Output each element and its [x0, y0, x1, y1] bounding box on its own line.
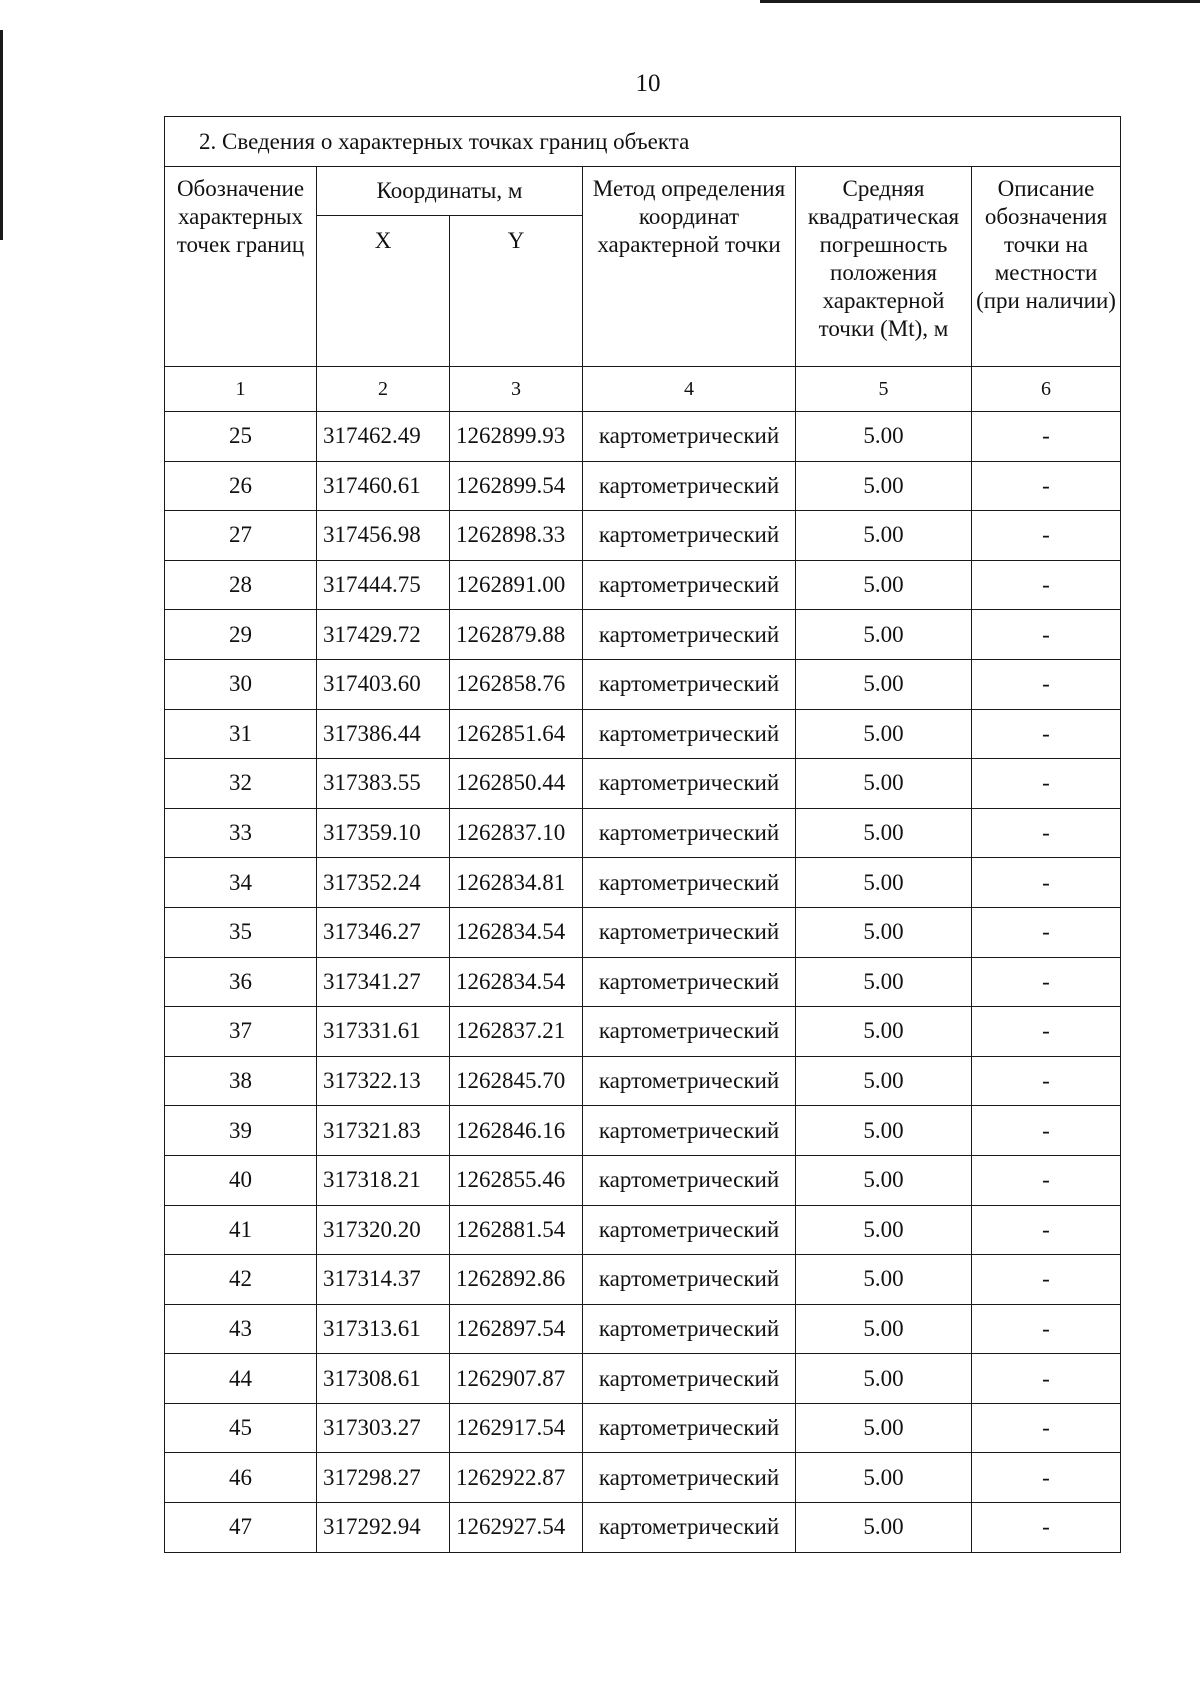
header-accuracy: Средняя квадратическая погрешность положения характерной точки (Mt), м	[796, 167, 972, 367]
cell-point: 28	[165, 560, 317, 610]
cell-x: 317298.27	[317, 1453, 450, 1503]
table-row	[165, 1304, 1121, 1354]
cell-description: -	[972, 1205, 1121, 1255]
cell-y: 1262899.93	[450, 412, 583, 462]
cell-point: 27	[165, 511, 317, 561]
column-number: 3	[450, 367, 583, 412]
column-number: 6	[972, 367, 1121, 412]
section-title-row	[165, 117, 1121, 167]
cell-method: картометрический	[583, 808, 796, 858]
table-row	[165, 610, 1121, 660]
cell-point: 29	[165, 610, 317, 660]
cell-description: -	[972, 1304, 1121, 1354]
cell-point: 39	[165, 1106, 317, 1156]
cell-method: картометрический	[583, 907, 796, 957]
page-number: 10	[635, 70, 661, 97]
cell-y: 1262898.33	[450, 511, 583, 561]
cell-point: 47	[165, 1503, 317, 1553]
cell-description: -	[972, 511, 1121, 561]
table-row	[165, 461, 1121, 511]
cell-x: 317321.83	[317, 1106, 450, 1156]
cell-y: 1262858.76	[450, 659, 583, 709]
cell-method: картометрический	[583, 461, 796, 511]
table-row	[165, 1155, 1121, 1205]
cell-point: 32	[165, 759, 317, 809]
cell-accuracy: 5.00	[796, 907, 972, 957]
cell-description: -	[972, 1056, 1121, 1106]
cell-x: 317462.49	[317, 412, 450, 462]
cell-accuracy: 5.00	[796, 1354, 972, 1404]
cell-description: -	[972, 858, 1121, 908]
cell-y: 1262850.44	[450, 759, 583, 809]
header-method: Метод определения координат характерной точки	[583, 167, 796, 367]
header-y: Y	[450, 216, 583, 367]
table-row	[165, 1106, 1121, 1156]
cell-accuracy: 5.00	[796, 1056, 972, 1106]
cell-x: 317352.24	[317, 858, 450, 908]
cell-description: -	[972, 1255, 1121, 1305]
cell-x: 317320.20	[317, 1205, 450, 1255]
cell-method: картометрический	[583, 957, 796, 1007]
cell-point: 40	[165, 1155, 317, 1205]
table-row	[165, 560, 1121, 610]
column-number: 2	[317, 367, 450, 412]
cell-description: -	[972, 1007, 1121, 1057]
cell-method: картометрический	[583, 1453, 796, 1503]
header-row-1	[165, 167, 1121, 216]
cell-description: -	[972, 1354, 1121, 1404]
cell-x: 317308.61	[317, 1354, 450, 1404]
cell-method: картометрический	[583, 1255, 796, 1305]
cell-y: 1262851.64	[450, 709, 583, 759]
cell-y: 1262879.88	[450, 610, 583, 660]
column-number: 4	[583, 367, 796, 412]
cell-accuracy: 5.00	[796, 1255, 972, 1305]
cell-method: картометрический	[583, 709, 796, 759]
table-body	[165, 117, 1121, 1553]
cell-point: 41	[165, 1205, 317, 1255]
cell-x: 317303.27	[317, 1403, 450, 1453]
cell-y: 1262922.87	[450, 1453, 583, 1503]
table-row	[165, 907, 1121, 957]
cell-x: 317331.61	[317, 1007, 450, 1057]
cell-x: 317456.98	[317, 511, 450, 561]
table-row	[165, 808, 1121, 858]
cell-x: 317460.61	[317, 461, 450, 511]
cell-y: 1262881.54	[450, 1205, 583, 1255]
cell-accuracy: 5.00	[796, 709, 972, 759]
cell-y: 1262907.87	[450, 1354, 583, 1404]
cell-method: картометрический	[583, 858, 796, 908]
cell-y: 1262846.16	[450, 1106, 583, 1156]
cell-accuracy: 5.00	[796, 511, 972, 561]
cell-accuracy: 5.00	[796, 560, 972, 610]
cell-description: -	[972, 610, 1121, 660]
cell-x: 317346.27	[317, 907, 450, 957]
table-row	[165, 1403, 1121, 1453]
table-row	[165, 511, 1121, 561]
column-number: 1	[165, 367, 317, 412]
cell-description: -	[972, 560, 1121, 610]
cell-accuracy: 5.00	[796, 610, 972, 660]
cell-accuracy: 5.00	[796, 1155, 972, 1205]
cell-y: 1262834.54	[450, 957, 583, 1007]
cell-point: 45	[165, 1403, 317, 1453]
table-row	[165, 759, 1121, 809]
cell-x: 317314.37	[317, 1255, 450, 1305]
cell-point: 37	[165, 1007, 317, 1057]
cell-method: картометрический	[583, 1354, 796, 1404]
cell-method: картометрический	[583, 1304, 796, 1354]
table-row	[165, 1453, 1121, 1503]
cell-method: картометрический	[583, 1056, 796, 1106]
cell-x: 317429.72	[317, 610, 450, 660]
cell-y: 1262899.54	[450, 461, 583, 511]
header-point: Обозначение характерных точек границ	[165, 167, 317, 367]
table-row	[165, 1205, 1121, 1255]
cell-description: -	[972, 659, 1121, 709]
header-coordinates: Координаты, м	[317, 167, 583, 216]
cell-accuracy: 5.00	[796, 1304, 972, 1354]
cell-point: 36	[165, 957, 317, 1007]
cell-y: 1262837.21	[450, 1007, 583, 1057]
cell-method: картометрический	[583, 610, 796, 660]
section-title: 2. Сведения о характерных точках границ объекта	[165, 117, 1121, 167]
cell-point: 25	[165, 412, 317, 462]
cell-x: 317322.13	[317, 1056, 450, 1106]
cell-description: -	[972, 1403, 1121, 1453]
table-row	[165, 1255, 1121, 1305]
cell-description: -	[972, 709, 1121, 759]
cell-x: 317386.44	[317, 709, 450, 759]
scan-edge-top	[760, 0, 1200, 3]
cell-y: 1262927.54	[450, 1503, 583, 1553]
cell-description: -	[972, 808, 1121, 858]
cell-point: 31	[165, 709, 317, 759]
cell-accuracy: 5.00	[796, 759, 972, 809]
cell-point: 44	[165, 1354, 317, 1404]
cell-point: 43	[165, 1304, 317, 1354]
cell-y: 1262845.70	[450, 1056, 583, 1106]
cell-description: -	[972, 957, 1121, 1007]
cell-method: картометрический	[583, 1503, 796, 1553]
scan-edge-left	[0, 30, 3, 240]
header-description: Описание обозначения точки на местности (при наличии)	[972, 167, 1121, 367]
cell-y: 1262834.81	[450, 858, 583, 908]
cell-accuracy: 5.00	[796, 808, 972, 858]
cell-y: 1262891.00	[450, 560, 583, 610]
cell-description: -	[972, 907, 1121, 957]
cell-x: 317313.61	[317, 1304, 450, 1354]
table-row	[165, 709, 1121, 759]
cell-accuracy: 5.00	[796, 1453, 972, 1503]
cell-accuracy: 5.00	[796, 858, 972, 908]
cell-point: 30	[165, 659, 317, 709]
cell-accuracy: 5.00	[796, 957, 972, 1007]
cell-accuracy: 5.00	[796, 412, 972, 462]
cell-x: 317359.10	[317, 808, 450, 858]
cell-y: 1262834.54	[450, 907, 583, 957]
boundary-points-table	[164, 116, 1121, 1553]
cell-x: 317318.21	[317, 1155, 450, 1205]
cell-description: -	[972, 1503, 1121, 1553]
cell-accuracy: 5.00	[796, 461, 972, 511]
cell-y: 1262892.86	[450, 1255, 583, 1305]
cell-method: картометрический	[583, 1155, 796, 1205]
cell-accuracy: 5.00	[796, 1503, 972, 1553]
cell-method: картометрический	[583, 1403, 796, 1453]
column-number: 5	[796, 367, 972, 412]
cell-accuracy: 5.00	[796, 659, 972, 709]
table-row	[165, 1503, 1121, 1553]
cell-method: картометрический	[583, 560, 796, 610]
header-x: X	[317, 216, 450, 367]
cell-x: 317403.60	[317, 659, 450, 709]
cell-y: 1262837.10	[450, 808, 583, 858]
cell-x: 317444.75	[317, 560, 450, 610]
cell-accuracy: 5.00	[796, 1403, 972, 1453]
cell-y: 1262897.54	[450, 1304, 583, 1354]
cell-description: -	[972, 461, 1121, 511]
cell-x: 317341.27	[317, 957, 450, 1007]
table-row	[165, 1354, 1121, 1404]
cell-accuracy: 5.00	[796, 1007, 972, 1057]
cell-point: 26	[165, 461, 317, 511]
cell-method: картометрический	[583, 1205, 796, 1255]
cell-description: -	[972, 1453, 1121, 1503]
cell-method: картометрический	[583, 1106, 796, 1156]
table-row	[165, 957, 1121, 1007]
cell-point: 46	[165, 1453, 317, 1503]
table-row	[165, 1056, 1121, 1106]
cell-point: 33	[165, 808, 317, 858]
cell-accuracy: 5.00	[796, 1106, 972, 1156]
cell-method: картометрический	[583, 659, 796, 709]
cell-point: 42	[165, 1255, 317, 1305]
cell-method: картометрический	[583, 511, 796, 561]
cell-x: 317292.94	[317, 1503, 450, 1553]
cell-method: картометрический	[583, 412, 796, 462]
cell-point: 38	[165, 1056, 317, 1106]
cell-point: 34	[165, 858, 317, 908]
cell-description: -	[972, 412, 1121, 462]
table-row	[165, 412, 1121, 462]
table-row	[165, 858, 1121, 908]
cell-point: 35	[165, 907, 317, 957]
cell-accuracy: 5.00	[796, 1205, 972, 1255]
cell-description: -	[972, 759, 1121, 809]
table-row	[165, 659, 1121, 709]
cell-method: картометрический	[583, 1007, 796, 1057]
cell-y: 1262855.46	[450, 1155, 583, 1205]
column-number-row	[165, 367, 1121, 412]
cell-method: картометрический	[583, 759, 796, 809]
cell-description: -	[972, 1106, 1121, 1156]
cell-y: 1262917.54	[450, 1403, 583, 1453]
cell-description: -	[972, 1155, 1121, 1205]
cell-x: 317383.55	[317, 759, 450, 809]
table-row	[165, 1007, 1121, 1057]
